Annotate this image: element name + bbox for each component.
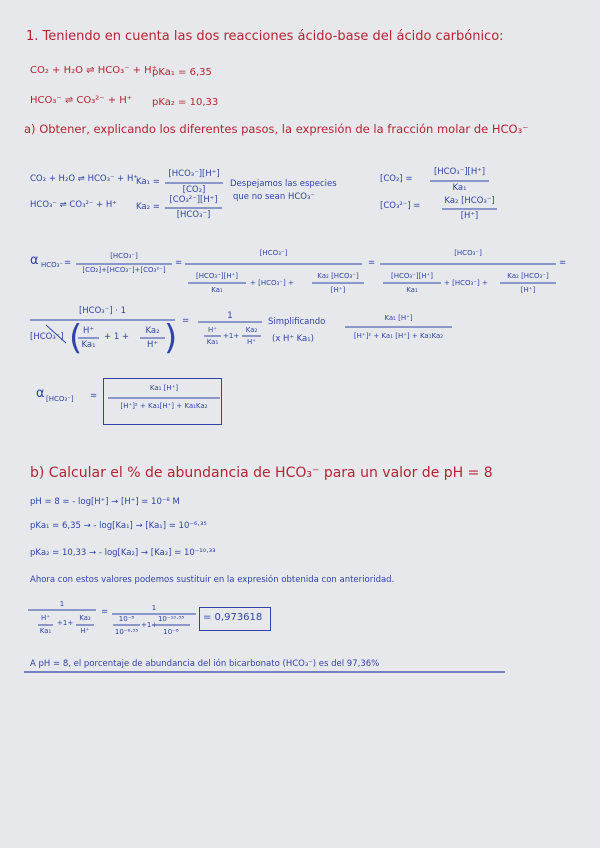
k2-num: [CO₃²⁻][H⁺] bbox=[169, 195, 218, 205]
pka2-line: pKa₂ = 10,33 → - log[Ka₂] → [Ka₂] = 10⁻¹⁰·³³ bbox=[30, 548, 216, 558]
c-ka2-den: H⁺ bbox=[80, 627, 90, 635]
f1-den: [CO₂]+[HCO₃⁻]+[CO₃²⁻] bbox=[82, 266, 166, 274]
s-h-num: H⁺ bbox=[208, 326, 217, 334]
co3-den: [H⁺] bbox=[460, 211, 479, 221]
f2-num: [HCO₃⁻] bbox=[259, 249, 288, 257]
result-alpha-sub: [HCO₃⁻] bbox=[46, 395, 74, 403]
s-plus: +1+ bbox=[223, 332, 240, 340]
s-h-den: Ka₁ bbox=[206, 338, 219, 346]
result-alpha: α bbox=[36, 386, 45, 401]
note-isolate-2: que no sean HCO₃⁻ bbox=[233, 192, 315, 202]
co2-den: Ka₁ bbox=[452, 183, 467, 193]
part-a-heading: a) Obtener, explicando los diferentes pasos, la expresión de la fracción molar de HCO₃⁻ bbox=[24, 122, 529, 136]
f2b-num: Ka₂ [HCO₃⁻] bbox=[317, 272, 359, 280]
d-plus: +1+ bbox=[141, 621, 158, 629]
f1-eq: = bbox=[175, 258, 183, 268]
eq1: CO₂ + H₂O ⇌ HCO₃⁻ + H⁺ bbox=[30, 174, 138, 184]
factor-plus1: + 1 + bbox=[104, 332, 130, 342]
right-paren: ) bbox=[164, 318, 178, 358]
f3b-num: Ka₂ [HCO₃⁻] bbox=[507, 272, 549, 280]
f2a-den: Ka₁ bbox=[211, 286, 223, 294]
c-plus: +1+ bbox=[57, 619, 74, 627]
co2-num: [HCO₃⁻][H⁺] bbox=[433, 167, 486, 177]
f2a-num: [HCO₃⁻][H⁺] bbox=[195, 272, 239, 280]
r-den: [H⁺]² + Ka₁ [H⁺] + Ka₁Ka₂ bbox=[353, 332, 444, 340]
d-b-den: 10⁻⁸ bbox=[163, 628, 179, 636]
c-eq: = bbox=[101, 607, 109, 617]
left-paren: ( bbox=[69, 318, 83, 358]
s-ka2-num: Ka₂ bbox=[245, 326, 258, 334]
f3-num: [HCO₃⁻] bbox=[454, 249, 482, 257]
f3a-den: Ka₁ bbox=[406, 286, 418, 294]
result-eq: = bbox=[90, 391, 98, 401]
f3b-den: [H⁺] bbox=[520, 286, 536, 294]
substitute-note: Ahora con estos valores podemos sustituir en la expresión obtenida con anterioridad. bbox=[30, 575, 395, 585]
reaction-2: HCO₃⁻ ⇌ CO₃²⁻ + H⁺ bbox=[30, 95, 133, 106]
result-a-den: [H⁺]² + Ka₁[H⁺] + Ka₁Ka₂ bbox=[120, 402, 208, 410]
f3a-num: [HCO₃⁻][H⁺] bbox=[390, 272, 434, 280]
c-num: 1 bbox=[59, 600, 65, 608]
conclusion: A pH = 8, el porcentaje de abundancia del ión bicarbonato (HCO₃⁻) es del 97,36% bbox=[30, 659, 380, 669]
d-num: 1 bbox=[151, 604, 157, 612]
co3-num: Ka₂ [HCO₃⁻] bbox=[444, 196, 495, 206]
f1-num: [HCO₃⁻] bbox=[110, 252, 138, 260]
alpha-eq: = bbox=[64, 258, 72, 268]
factor-num: [HCO₃⁻] · 1 bbox=[78, 306, 127, 316]
pka1-line: pKa₁ = 6,35 → - log[Ka₁] → [Ka₁] = 10⁻⁶·³⁵ bbox=[30, 521, 207, 531]
r-num: Ka₁ [H⁺] bbox=[384, 314, 413, 322]
f3-plus: + [HCO₃⁻] + bbox=[444, 279, 488, 287]
factor-h-num: H⁺ bbox=[83, 326, 94, 336]
k1-label: Ka₁ = bbox=[136, 177, 160, 187]
co2-label: [CO₂] = bbox=[380, 174, 413, 184]
eq2: HCO₃⁻ ⇌ CO₃²⁻ + H⁺ bbox=[30, 200, 117, 210]
k2-den: [HCO₃⁻] bbox=[176, 210, 211, 220]
f2b-den: [H⁺] bbox=[330, 286, 346, 294]
f2-eq: = bbox=[368, 258, 376, 268]
f2-plus: + [HCO₃⁻] + bbox=[250, 279, 294, 287]
d-a-den: 10⁻⁶·³⁵ bbox=[114, 628, 139, 636]
d-b-num: 10⁻¹⁰·³³ bbox=[157, 615, 185, 623]
note-isolate-1: Despejamos las especies bbox=[230, 179, 337, 189]
alpha-subscript: HCO₃⁻ bbox=[41, 261, 64, 269]
alpha-symbol: α bbox=[30, 253, 39, 268]
c-ka2-num: Ka₂ bbox=[79, 614, 91, 622]
d-a-num: 10⁻⁸ bbox=[118, 615, 135, 623]
result-a-num: Ka₁ [H⁺] bbox=[149, 384, 179, 392]
factor-den-prefix: [HCO₃⁻] bbox=[30, 332, 64, 342]
k2-label: Ka₂ = bbox=[136, 202, 160, 212]
c-h-num: H⁺ bbox=[41, 614, 50, 622]
factor-ka2-num: Ka₂ bbox=[145, 326, 160, 336]
reaction-1: CO₂ + H₂O ⇌ HCO₃⁻ + H⁺ bbox=[30, 65, 157, 76]
f3-eq: = bbox=[559, 258, 567, 268]
factor-eq: = bbox=[182, 316, 190, 326]
part-b-heading: b) Calcular el % de abundancia de HCO₃⁻ para un valor de pH = 8 bbox=[30, 465, 493, 481]
k1-num: [HCO₃⁻][H⁺] bbox=[168, 169, 220, 179]
result-b-value: = 0,973618 bbox=[203, 612, 263, 623]
factor-ka2-den: H⁺ bbox=[147, 340, 158, 350]
co3-label: [CO₃²⁻] = bbox=[380, 201, 421, 211]
c-h-den: Ka₁ bbox=[39, 627, 52, 635]
simplify-label: Simplificando bbox=[268, 317, 326, 327]
problem-heading: 1. Teniendo en cuenta las dos reacciones ácido-base del ácido carbónico: bbox=[26, 29, 504, 44]
simplify-factor: (x H⁺ Ka₁) bbox=[272, 334, 314, 344]
s-ka2-den: H⁺ bbox=[247, 338, 256, 346]
pka1: pKa₁ = 6,35 bbox=[152, 67, 212, 78]
k1-den: [CO₂] bbox=[182, 185, 206, 195]
ph-line: pH = 8 = - log[H⁺] → [H⁺] = 10⁻⁸ M bbox=[30, 497, 180, 507]
factor-h-den: Ka₁ bbox=[81, 340, 96, 350]
s-num: 1 bbox=[227, 311, 233, 321]
pka2: pKa₂ = 10,33 bbox=[152, 97, 219, 108]
